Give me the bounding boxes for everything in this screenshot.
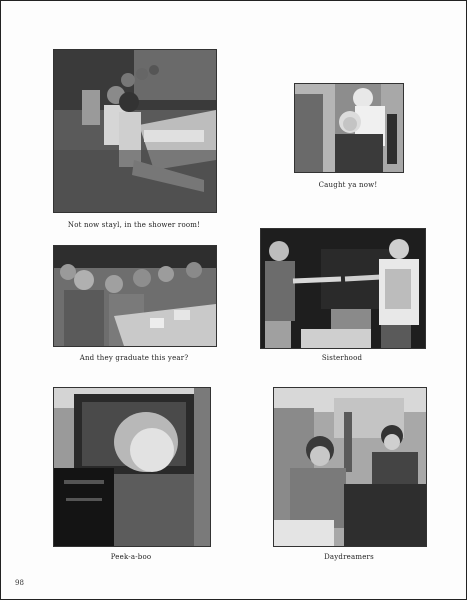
photo-bus-boys bbox=[273, 387, 427, 547]
photo-cafeteria bbox=[53, 49, 217, 213]
photo-handshake bbox=[260, 228, 426, 349]
photo-two-girls bbox=[294, 83, 404, 173]
caption-handshake: Sisterhood bbox=[321, 354, 363, 362]
photo-students-table bbox=[53, 245, 217, 347]
caption-students-table: And they graduate this year? bbox=[79, 354, 189, 362]
caption-bus-window: Peek-a-boo bbox=[110, 553, 152, 561]
page-number: 98 bbox=[15, 579, 24, 587]
photo-bus-window bbox=[53, 387, 211, 547]
caption-two-girls: Caught ya now! bbox=[318, 181, 378, 189]
caption-cafeteria: Not now stayl, in the shower room! bbox=[67, 221, 201, 229]
caption-bus-boys: Daydreamers bbox=[324, 553, 374, 561]
